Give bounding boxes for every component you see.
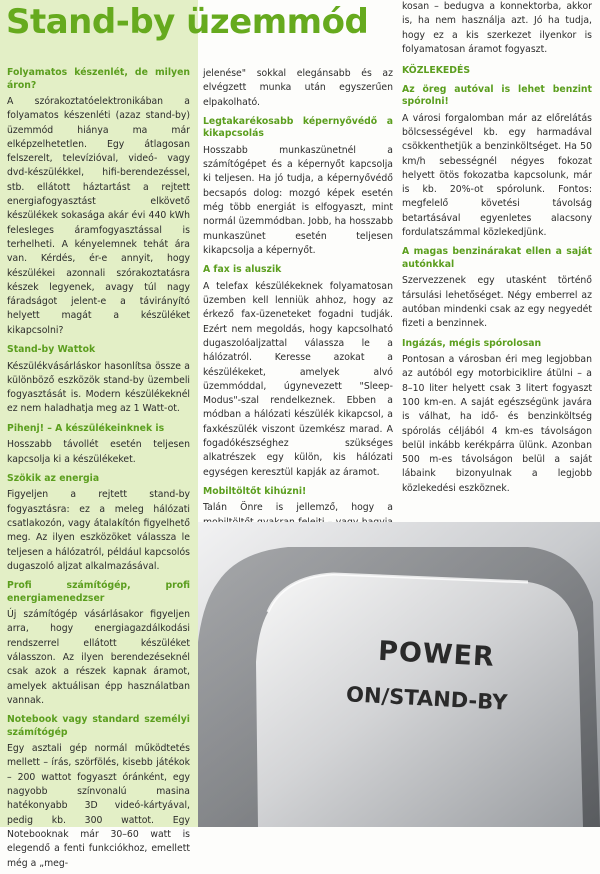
heading-screensaver: Legtakarékosabb képernyővédő a kikapcsolás xyxy=(203,115,393,140)
paragraph: Egy asztali gép normál működtetés mellett – írás, szörfölés, kisebb játékok – 200 wattot fogyaszt óránként, egy nagyobb színvonalú masina hatékonyabb 3D videó-kártyával, pedig kb. 300 wattot. Egy Notebooknak már 30–60 watt is elegendő a fenti funkciókhoz, emellett még a „meg- xyxy=(7,743,190,869)
paragraph: Hosszabb távollét esetén teljesen kapcsolja ki a készülékeket. xyxy=(7,439,190,465)
paragraph: Hosszabb munkaszünetnél a számítógépet és a képernyőt kapcsolja ki teljesen. Ha jó tudja, a képernyővédő becsapós dolog: mozgó képek esetén még több energiát is elfogyaszt, mint normál üzemmódban. Jobb, ha hosszabb munkaszünet esetén teljesen kikapcsolja a képernyőt. xyxy=(203,144,393,256)
heading-fuel-prices: A magas benzinárakat ellen a saját autónkkal xyxy=(402,246,592,270)
paragraph: Készülékvásárláskor hasonlítsa össze a különböző eszközök stand-by üzembeli fogyasztását is. Modern készülékeknél ez nem haladhatja meg az 1 Watt-ot. xyxy=(7,360,190,415)
heading-commuting: Ingázás, mégis spórolosan xyxy=(402,337,542,349)
on-standby-label: ON/STAND-BY xyxy=(345,682,508,715)
paragraph: Talán Önre is jellemző, hogy a xyxy=(203,502,393,514)
paragraph: A szórakoztatóelektronikában a folyamatos készenléti (azaz stand-by) üzemmód hiánya ma már elképzelhetetlen. Egy átlagosan felszerelt, televízióval, videó- vagy dvd-készülékkel, hifi-berendezéssel, stb. ellátott háztartást a rejtett energiafogyasztást elkövető készülékek sokasága akár évi 440 kWh felesleges áramfogyasztással is terhelheti. A kényelemnek tehát ára van. Kérdés, ér-e annyit, hogy készülékei azonnali szórakoztatásra készek legyenek, avagy túl nagy fáradságot jelent-e a távirányító helyett magát a készüléket kikapcsolni? xyxy=(7,96,190,336)
section-heading-transport: KÖZLEKEDÉS xyxy=(402,65,471,77)
heading-old-car: Az öreg autóval is lehet benzint spórolni! xyxy=(402,83,592,108)
power-label: POWER xyxy=(377,635,496,673)
heading-notebook: Notebook vagy standard személyi számítógép xyxy=(7,714,190,738)
column-2 xyxy=(203,67,393,547)
column-1 xyxy=(7,67,190,874)
heading-pro-computer: Profi számítógép, profi energiamenedzser xyxy=(7,580,190,604)
paragraph: Pontosan a városban éri meg legjobban az autóból egy motorbiciklire átülni – a 8–10 liter helyett csak 3 litert fogyaszt 100 km-en. A saját egészségünk javára is válhat, ha idő- és benzinköltség spórolás céljából 4 km-es távolságon belül inkább kerékpárra ülünk. Azonban 500 m-es távolságon belül a saját lábaink bizonyulnak a legjobb közlekedési eszköznek. xyxy=(402,354,592,494)
power-button-photo xyxy=(198,522,600,827)
paragraph: jelenése" sokkal elegánsabb és az elvégzett munka után egyszerűen elpakolható. xyxy=(203,68,393,108)
heading-standby-watts: Stand-by Wattok xyxy=(7,344,96,356)
power-button-illustration xyxy=(198,522,600,827)
paragraph: Új számítógép vásárlásakor figyeljen arra, hogy energiagazdálkodási rendszerrel ellátott készüléket válasszon. Az ilyen berendezéseknél csak azok a részek kapnak áramot, amelyek aktuálisan épp használatban vannak. xyxy=(7,609,190,706)
paragraph: kosan – bedugva a konnektorba, akkor is, ha nem használja azt. Jó ha tudja, hogy ez a kis szerkezet ilyenkor is folyamatosan áramot fogyaszt. xyxy=(402,1,592,55)
heading-mobile-charger: Mobiltöltőt kihúzni! xyxy=(203,485,307,497)
heading-continuous-standby: Folyamatos készenlét, de milyen áron? xyxy=(7,67,190,91)
paragraph: Figyeljen a rejtett stand-by fogyasztásra: ez a meleg hálózati csatlakozón, vagy átalakítón figyelhető meg. Az ilyen eszközöket válassza le teljesen a hálózatról, például kapcsolós dugaszoló aljzat alkalmazásával. xyxy=(7,489,191,572)
page-title: Stand-by üzemmód xyxy=(6,2,369,42)
paragraph: Szervezzenek egy utasként történő társulási lehetőséget. Négy emberrel az autóban mindenki csak az egy negyedét fizeti a benzinnek. xyxy=(402,275,592,330)
heading-rest: Pihenj! – A készülékeinknek is xyxy=(7,422,165,434)
paragraph: A telefax készülékeknek folyamatosan üzemben kell lenniük ahhoz, hogy az érkező fax-üzeneteket fogadni tudják. Ezért nem megoldás, hogy kapcsolható dugaszolóaljzattal válassza le a hálózatról. Keresse azokat a készülékeket, amelyek alvó üzemmóddal, úgynevezett "Sleep-Modus"-szal rendelkeznek. Ebben a módban a hálózati készülék kikapcsol, a faxkészülék viszont üzemkész marad. A fogadókészséghez szükséges alkatrészek egy külön, kis hálózati egységen keresztül kapják az áramot. xyxy=(203,280,393,478)
heading-fax: A fax is aluszik xyxy=(203,264,282,276)
heading-energy-leak: Szökik az energia xyxy=(7,472,100,484)
column-3 xyxy=(402,0,592,499)
paragraph: A városi forgalomban már az előrelátás bölcsességével kb. egy harmadával csökkenthetjük a benzinköltséget. Ha 50 km/h sebességnél négyes fokozat helyett ötös fokozatba kapcsolunk, már is kb. 20%-ot spórolunk. Fontos: megfelelő követési távolság betartásával egyenletes alacsony fordulatszámmal közlekedjünk. xyxy=(402,112,592,239)
